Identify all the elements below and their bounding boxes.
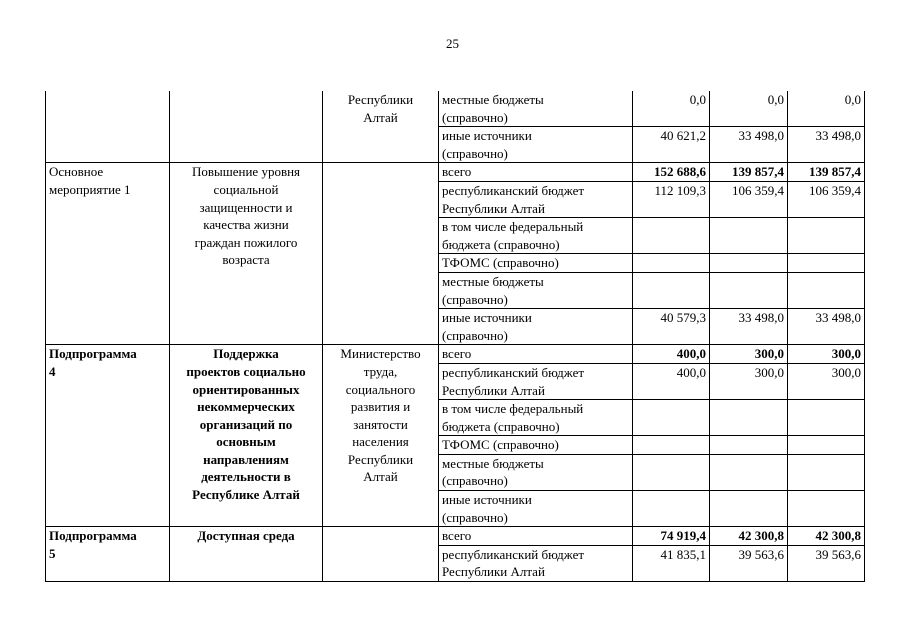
value-year-1: 40 621,2	[633, 127, 710, 163]
funding-source-cell: всего	[439, 527, 633, 546]
funding-source-cell: ТФОМС (справочно)	[439, 254, 633, 273]
program-number-cell	[46, 345, 170, 527]
value-year-1: 152 688,6	[633, 163, 710, 182]
value-year-1	[633, 491, 710, 527]
program-name-cell	[170, 163, 323, 345]
funding-source-cell	[439, 272, 633, 308]
value-year-1: 400,0	[633, 363, 710, 399]
text-line: качества жизни	[203, 217, 289, 233]
value-year-3: 33 498,0	[788, 127, 865, 163]
text-line: Подпрограмма	[49, 346, 137, 362]
value-year-3: 106 359,4	[788, 181, 865, 217]
text-line: республиканский бюджет	[442, 364, 585, 380]
funding-source-cell: всего	[439, 163, 633, 182]
value-year-2: 300,0	[710, 363, 788, 399]
text-line: иные источники	[442, 492, 532, 508]
budget-table	[45, 91, 865, 582]
text-line: бюджета (справочно)	[442, 236, 560, 252]
executor-cell	[323, 527, 439, 582]
text-line: местные бюджеты	[442, 273, 544, 289]
value-year-2: 42 300,8	[710, 527, 788, 546]
value-year-2: 106 359,4	[710, 181, 788, 217]
text-line: Повышение уровня	[191, 164, 301, 180]
funding-source-cell: ТФОМС (справочно)	[439, 436, 633, 455]
program-number-cell	[46, 91, 170, 163]
value-year-1: 400,0	[633, 345, 710, 364]
text-line: Республики Алтай	[442, 200, 545, 216]
value-year-3	[788, 254, 865, 273]
funding-source-cell	[439, 545, 633, 581]
value-year-3: 33 498,0	[788, 309, 865, 345]
funding-source-cell	[439, 309, 633, 345]
value-year-3	[788, 218, 865, 254]
funding-source-cell	[439, 181, 633, 217]
text-line: Республики Алтай	[442, 382, 545, 398]
value-year-2: 39 563,6	[710, 545, 788, 581]
executor-cell	[323, 91, 439, 163]
text-line: (справочно)	[442, 509, 508, 525]
text-line: местные бюджеты	[442, 455, 544, 471]
table-row	[46, 91, 865, 127]
text-line: основным	[216, 434, 276, 450]
value-year-2	[710, 400, 788, 436]
text-line: (справочно)	[442, 327, 508, 343]
program-name-cell	[170, 345, 323, 527]
text-line: Республики Алтай	[442, 564, 545, 580]
value-year-1	[633, 254, 710, 273]
text-line: некоммерческих	[197, 399, 295, 415]
value-year-1: 0,0	[633, 91, 710, 127]
text-line: развития и	[350, 399, 411, 415]
funding-source-cell	[439, 454, 633, 490]
text-line: Подпрограмма	[49, 528, 137, 544]
table-row	[46, 163, 865, 182]
text-line: иные источники	[442, 128, 532, 144]
table-row	[46, 345, 865, 364]
value-year-2	[710, 436, 788, 455]
executor-cell	[323, 345, 439, 527]
value-year-2	[710, 454, 788, 490]
value-year-3	[788, 491, 865, 527]
program-name-cell: Доступная среда	[170, 527, 323, 582]
text-line: (справочно)	[442, 109, 508, 125]
value-year-2	[710, 272, 788, 308]
text-line: в том числе федеральный	[442, 219, 584, 235]
text-line: 4	[49, 363, 56, 379]
value-year-1: 112 109,3	[633, 181, 710, 217]
text-line: 5	[49, 545, 56, 561]
text-line: Республике Алтай	[192, 487, 300, 503]
funding-source-cell	[439, 127, 633, 163]
value-year-2	[710, 254, 788, 273]
funding-source-cell	[439, 91, 633, 127]
program-number-cell	[46, 527, 170, 582]
value-year-3: 0,0	[788, 91, 865, 127]
text-line: в том числе федеральный	[442, 401, 584, 417]
text-line: социального	[345, 381, 416, 397]
text-line: деятельности в	[201, 469, 291, 485]
value-year-3	[788, 436, 865, 455]
table-row	[46, 527, 865, 546]
text-line: (справочно)	[442, 473, 508, 489]
text-line: Республики	[347, 92, 414, 107]
value-year-1: 40 579,3	[633, 309, 710, 345]
text-line: Поддержка	[213, 346, 279, 362]
text-line: республиканский бюджет	[442, 182, 585, 198]
value-year-1	[633, 436, 710, 455]
text-line: проектов социально	[186, 363, 306, 379]
value-year-1	[633, 218, 710, 254]
funding-source-cell	[439, 218, 633, 254]
value-year-1	[633, 454, 710, 490]
text-line: мероприятие 1	[49, 181, 131, 197]
value-year-2: 139 857,4	[710, 163, 788, 182]
funding-source-cell	[439, 400, 633, 436]
text-line: возраста	[222, 252, 270, 268]
text-line: Алтай	[363, 109, 398, 125]
text-line: Основное	[49, 164, 104, 180]
text-line: Республики	[347, 451, 414, 467]
value-year-2	[710, 218, 788, 254]
text-line: граждан пожилого	[194, 234, 298, 250]
text-line: Министерство	[340, 346, 421, 362]
text-line: труда,	[363, 363, 398, 379]
text-line: социальной	[213, 181, 279, 197]
text-line: населения	[352, 434, 409, 450]
value-year-3: 300,0	[788, 345, 865, 364]
value-year-2	[710, 491, 788, 527]
funding-source-cell	[439, 363, 633, 399]
program-name-cell	[170, 91, 323, 163]
value-year-1	[633, 272, 710, 308]
value-year-3: 139 857,4	[788, 163, 865, 182]
value-year-2: 300,0	[710, 345, 788, 364]
value-year-3	[788, 272, 865, 308]
value-year-3: 42 300,8	[788, 527, 865, 546]
value-year-1	[633, 400, 710, 436]
value-year-3: 39 563,6	[788, 545, 865, 581]
text-line: (справочно)	[442, 145, 508, 161]
text-line: местные бюджеты	[442, 92, 544, 107]
text-line: (справочно)	[442, 291, 508, 307]
text-line: Алтай	[363, 469, 398, 485]
text-line: иные источники	[442, 310, 532, 326]
funding-source-cell	[439, 491, 633, 527]
value-year-3	[788, 400, 865, 436]
executor-cell	[323, 163, 439, 345]
value-year-2: 0,0	[710, 91, 788, 127]
program-number-cell	[46, 163, 170, 345]
value-year-2: 33 498,0	[710, 309, 788, 345]
value-year-3	[788, 454, 865, 490]
text-line: ориентированных	[192, 381, 300, 397]
value-year-2: 33 498,0	[710, 127, 788, 163]
text-line: занятости	[353, 416, 408, 432]
text-line: организаций по	[199, 416, 293, 432]
text-line: республиканский бюджет	[442, 546, 585, 562]
value-year-1: 74 919,4	[633, 527, 710, 546]
text-line: бюджета (справочно)	[442, 418, 560, 434]
page-number: 25	[446, 36, 459, 51]
value-year-1: 41 835,1	[633, 545, 710, 581]
text-line: направлениям	[203, 451, 289, 467]
value-year-3: 300,0	[788, 363, 865, 399]
text-line: защищенности и	[199, 199, 293, 215]
funding-source-cell: всего	[439, 345, 633, 364]
